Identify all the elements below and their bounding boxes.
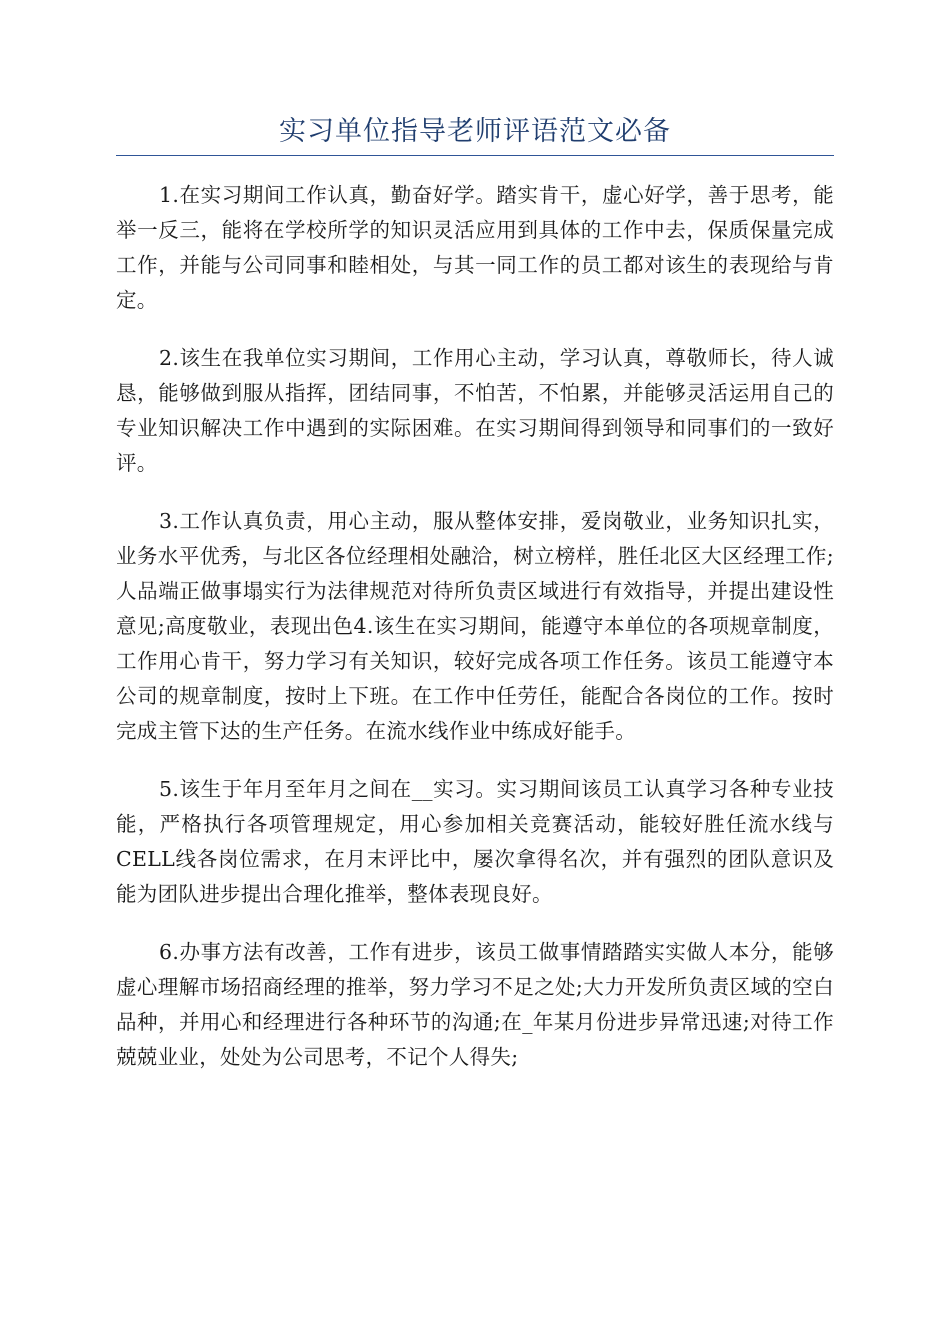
document-body <box>116 178 834 1098</box>
paragraph-2: 2.该生在我单位实习期间，工作用心主动，学习认真，尊敬师长，待人诚恳，能够做到服从指挥，团结同事，不怕苦，不怕累，并能够灵活运用自己的专业知识解决工作中遇到的实际困难。在实习期间得到领导和同事们的一致好评。 <box>116 346 834 475</box>
paragraph-4: 5.该生于年月至年月之间在__实习。实习期间该员工认真学习各种专业技能，严格执行各项管理规定，用心参加相关竞赛活动，能较好胜任流水线与CELL线各岗位需求，在月末评比中，屡次拿得名次，并有强烈的团队意识及能为团队进步提出合理化推举，整体表现良好。 <box>116 777 834 906</box>
paragraph-3: 3.工作认真负责，用心主动，服从整体安排，爱岗敬业，业务知识扎实，业务水平优秀，与北区各位经理相处融洽，树立榜样，胜任北区大区经理工作;人品端正做事塌实行为法律规范对待所负责区域进行有效指导，并提出建设性意见;高度敬业，表现出色4.该生在实习期间，能遵守本单位的各项规章制度，工作用心肯干，努力学习有关知识，较好完成各项工作任务。该员工能遵守本公司的规章制度，按时上下班。在工作中任劳任，能配合各岗位的工作。按时完成主管下达的生产任务。在流水线作业中练成好能手。 <box>116 509 834 743</box>
title-underline <box>116 155 834 156</box>
paragraph-5: 6.办事方法有改善，工作有进步，该员工做事情踏踏实实做人本分，能够虚心理解市场招商经理的推举，努力学习不足之处;大力开发所负责区域的空白品种，并用心和经理进行各种环节的沟通;在_年某月份进步异常迅速;对待工作兢兢业业，处处为公司思考，不记个人得失; <box>116 940 834 1069</box>
document-title: 实习单位指导老师评语范文必备 <box>279 116 671 147</box>
paragraph-1: 1.在实习期间工作认真，勤奋好学。踏实肯干，虚心好学，善于思考，能举一反三，能将在学校所学的知识灵活应用到具体的工作中去，保质保量完成工作，并能与公司同事和睦相处，与其一同工作的员工都对该生的表现给与肯定。 <box>116 183 834 312</box>
